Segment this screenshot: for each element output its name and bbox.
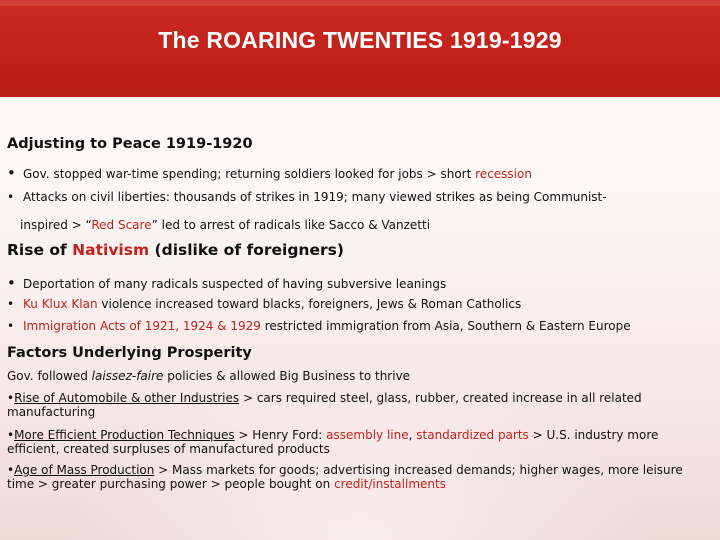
- bullet-text: violence increased toward blacks, foreigners, Jews & Roman Catholics: [97, 297, 522, 311]
- bullet-text: Attacks on civil liberties: thousands of strikes in 1919; many viewed strikes as being Communist-: [23, 190, 607, 204]
- bullet-text: inspired > “: [20, 218, 92, 232]
- laissez-faire-term: laissez-faire: [91, 369, 164, 383]
- item-text: > Mass markets for goods; advertising increased demands; higher wages, more leisure time > greater purchasing power > people bought on: [7, 463, 683, 491]
- item-automobile: •Rise of Automobile & other Industries > cars required steel, glass, rubber, created increase in all related manufacturing: [7, 391, 642, 419]
- assembly-line-term: assembly line: [326, 428, 409, 442]
- bullet-civil-liberties: • Attacks on civil liberties: thousands of strikes in 1919; many viewed strikes as being Communist-: [7, 190, 607, 204]
- credit-term: credit/installments: [334, 477, 446, 491]
- bullet-text: Gov. stopped war-time spending; returning soldiers looked for jobs > short: [23, 167, 476, 181]
- page-title: The ROARING TWENTIES 1919-1929: [158, 27, 562, 53]
- bullet-recession: • Gov. stopped war-time spending; returning soldiers looked for jobs > short recession: [7, 164, 532, 182]
- item-text: ,: [408, 428, 417, 442]
- item-mass-production: •Age of Mass Production > Mass markets for goods; advertising increased demands; higher wages, more leisure time > greater purchasing power > people bought on credit/installments: [7, 463, 683, 491]
- immigration-acts-term: Immigration Acts of 1921, 1924 & 1929: [23, 319, 261, 333]
- heading-text: (dislike of foreigners): [149, 241, 344, 259]
- bullet-civil-liberties-cont: [7, 218, 720, 232]
- item-text: > U.S. industry more efficient, created surpluses of manufactured products: [7, 428, 659, 456]
- nativism-term: Nativism: [72, 241, 150, 259]
- heading-text: Rise of: [7, 241, 73, 259]
- kkk-term: Ku Klux Klan: [23, 297, 98, 311]
- bullet-text: restricted immigration from Asia, Southern & Eastern Europe: [260, 319, 631, 333]
- mass-production-heading: Age of Mass Production: [14, 463, 155, 477]
- prosperity-intro: [7, 369, 713, 383]
- intro-text: policies & allowed Big Business to thrive: [163, 369, 411, 383]
- section-heading-prosperity: Factors Underlying Prosperity: [7, 345, 252, 361]
- section-heading-adjusting: Adjusting to Peace 1919-1920: [7, 136, 253, 152]
- bullet-text: Deportation of many radicals suspected of having subversive leanings: [23, 277, 447, 291]
- bullet-kkk: • Ku Klux Klan violence increased toward blacks, foreigners, Jews & Roman Catholics: [7, 297, 522, 311]
- section-heading-nativism: [7, 243, 713, 257]
- standardized-parts-term: standardized parts: [416, 428, 529, 442]
- item-text: > Henry Ford:: [234, 428, 327, 442]
- bullet-deportation: • Deportation of many radicals suspected of having subversive leanings: [7, 274, 447, 292]
- production-heading: More Efficient Production Techniques: [14, 428, 235, 442]
- red-scare-term: Red Scare: [91, 218, 152, 232]
- bullet-immigration-acts: • Immigration Acts of 1921, 1924 & 1929 restricted immigration from Asia, Southern & Eastern Europe: [7, 319, 631, 333]
- bullet-text: ” led to arrest of radicals like Sacco & Vanzetti: [151, 218, 431, 232]
- item-production-techniques: •More Efficient Production Techniques > Henry Ford: assembly line, standardized parts > U.S. industry more efficient, created surpluses of manufactured products: [7, 428, 659, 456]
- automobile-heading: Rise of Automobile & other Industries: [14, 391, 240, 405]
- item-text: > cars required steel, glass, rubber, created increase in all related manufacturing: [7, 391, 642, 419]
- intro-text: Gov. followed: [7, 369, 92, 383]
- recession-term: recession: [475, 167, 532, 181]
